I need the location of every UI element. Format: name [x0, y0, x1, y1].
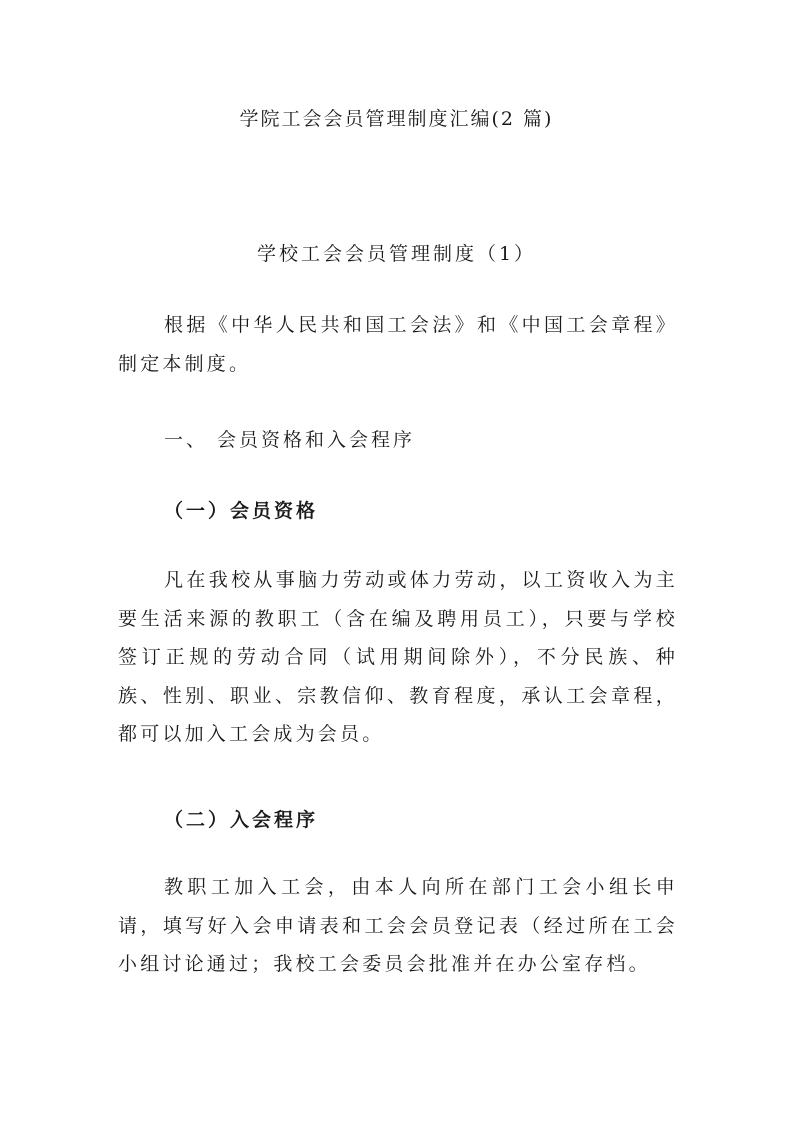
- document-title: 学院工会会员管理制度汇编(2 篇): [239, 108, 554, 130]
- subsection-1-heading: （一）会员资格: [164, 500, 319, 522]
- section-1-heading: 一、 会员资格和入会程序: [164, 429, 416, 451]
- subsection-2-heading: （二）入会程序: [164, 809, 319, 831]
- document-subtitle: 学校工会会员管理制度（1）: [256, 243, 537, 265]
- subsection-1-body: 凡在我校从事脑力劳动或体力劳动，以工资收入为主要生活来源的教职工（含在编及聘用员工），只要与学校签订正规的劳动合同（试用期间除外），不分民族、种族、性别、职业、宗教信仰、教育程度，承认工会章程，都可以加入工会成为会员。: [118, 569, 678, 745]
- subsection-2-body: 教职工加入工会，由本人向所在部门工会小组长申请，填写好入会申请表和工会会员登记表（经过所在工会小组讨论通过；我校工会委员会批准并在办公室存档。: [118, 876, 678, 975]
- intro-paragraph: 根据《中华人民共和国工会法》和《中国工会章程》制定本制度。: [118, 314, 678, 375]
